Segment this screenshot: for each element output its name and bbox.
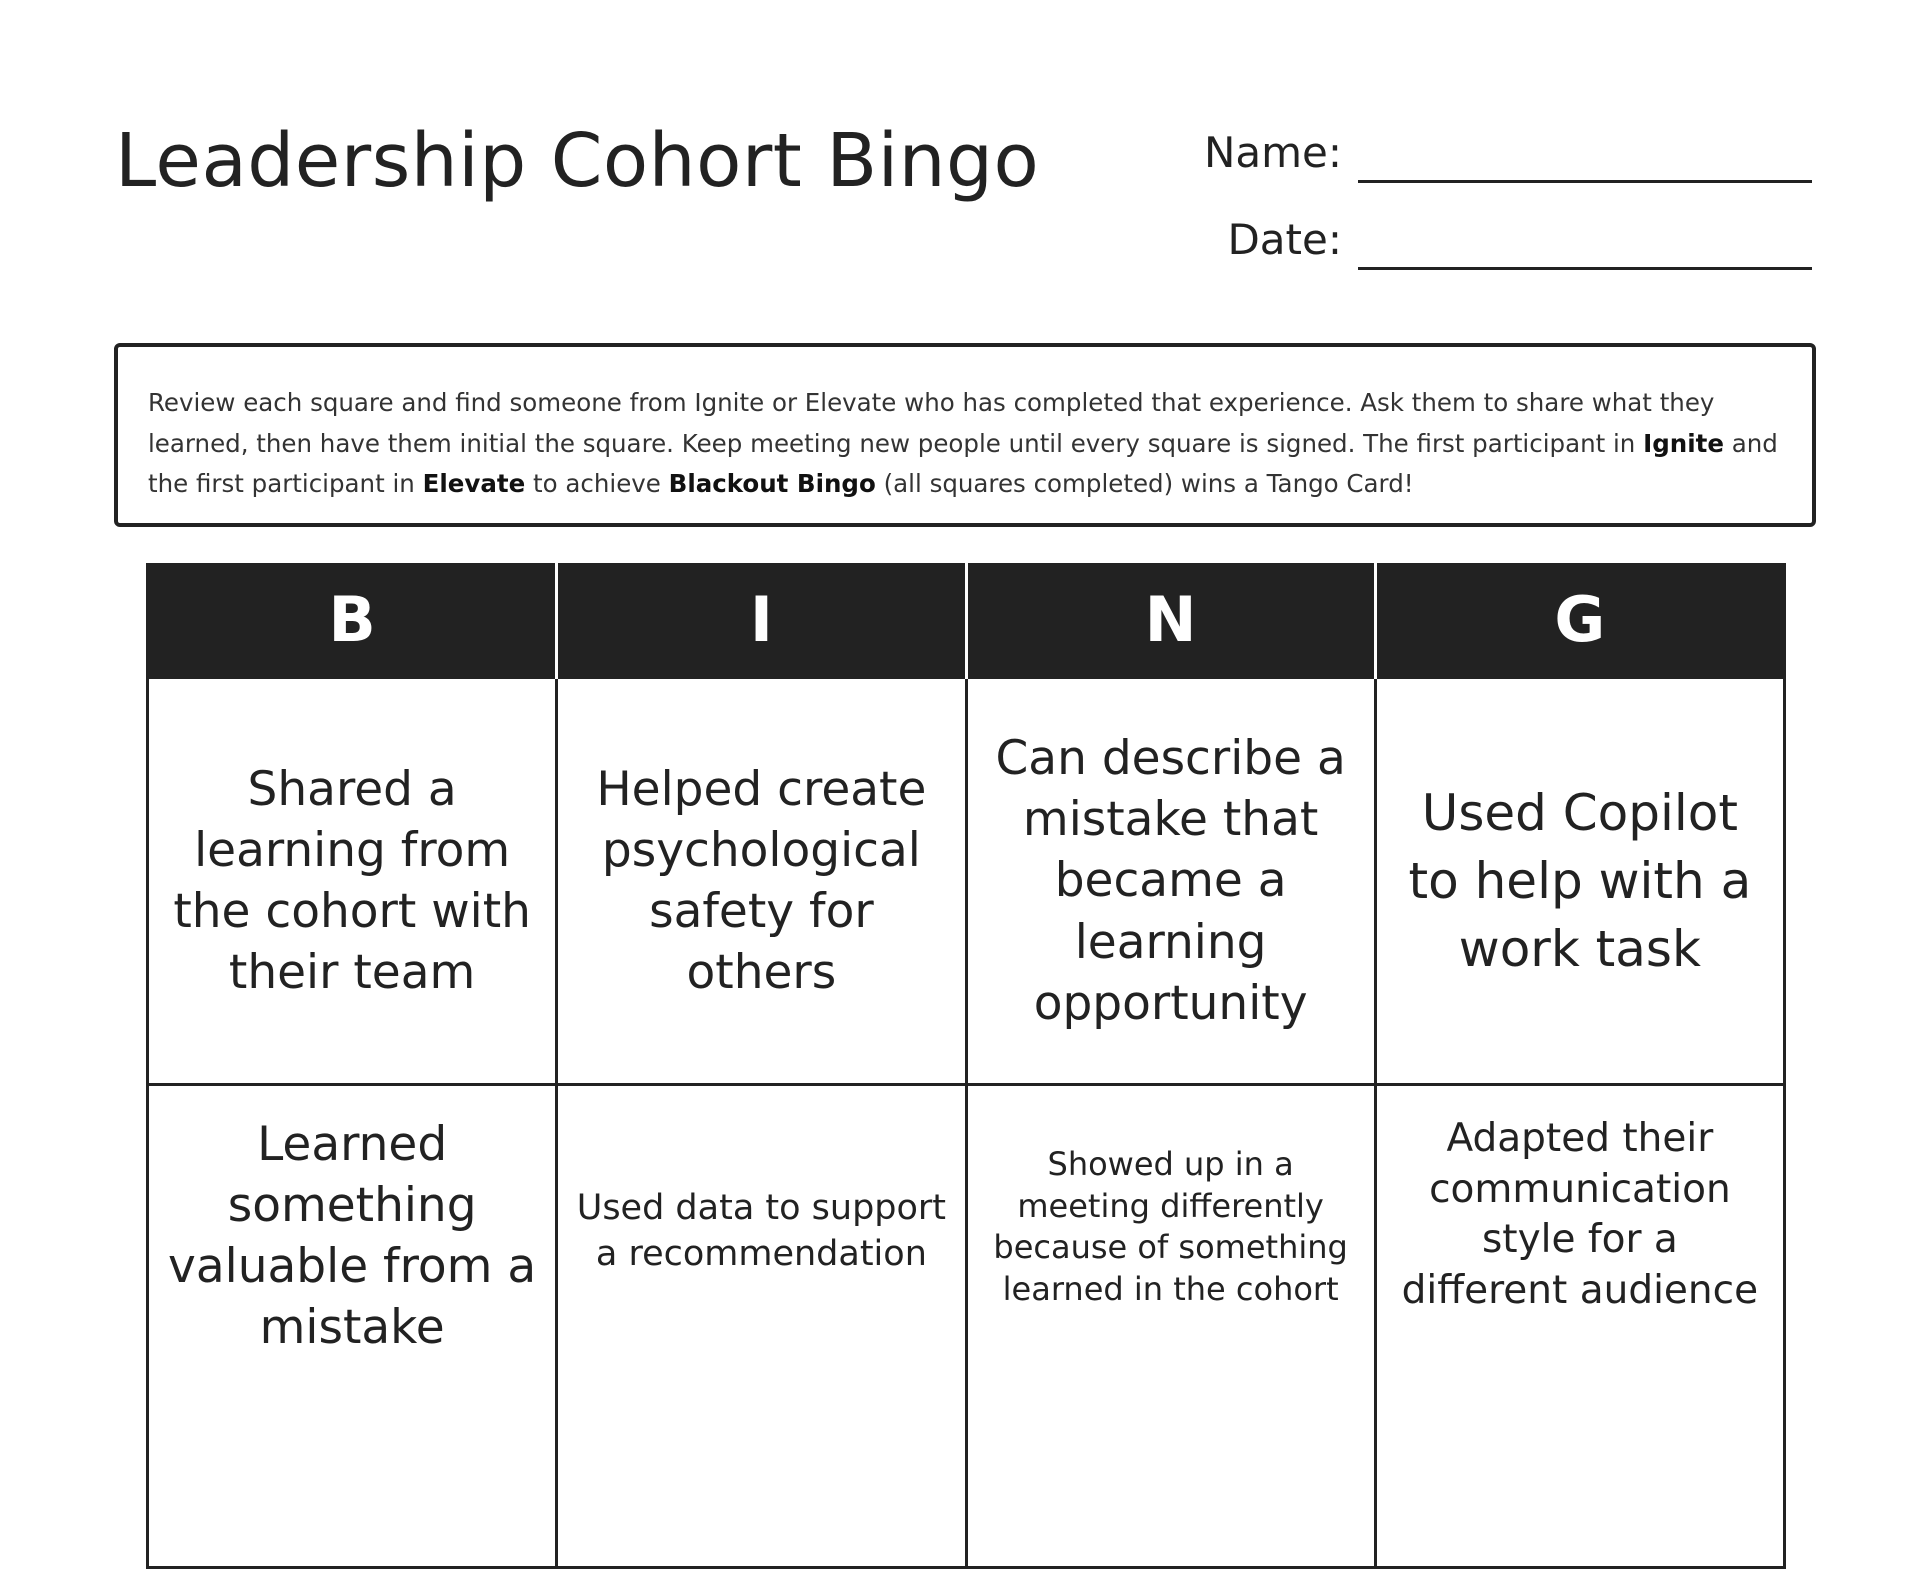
bingo-square[interactable]: Adapted their communication style for a different audience xyxy=(1375,1085,1784,1568)
date-label: Date: xyxy=(1227,215,1342,264)
instructions-text-2: and the first participant in xyxy=(148,428,1778,498)
page-title: Leadership Cohort Bingo xyxy=(115,118,1040,204)
bingo-square[interactable]: Learned something valuable from a mistake xyxy=(148,1085,557,1568)
date-blank-line[interactable] xyxy=(1358,267,1812,270)
bingo-header-i: I xyxy=(557,563,966,678)
bingo-square[interactable]: Helped create psychological safety for others xyxy=(557,678,966,1085)
bingo-header-n: N xyxy=(966,563,1375,678)
bingo-header-row xyxy=(148,563,1785,678)
instructions-blackout-bingo: Blackout Bingo xyxy=(668,469,876,498)
bingo-square[interactable]: Shared a learning from the cohort with their team xyxy=(148,678,557,1085)
name-field xyxy=(1118,128,1812,177)
bingo-row xyxy=(148,1085,1785,1568)
bingo-square[interactable]: Can describe a mistake that became a learning opportunity xyxy=(966,678,1375,1085)
bingo-row xyxy=(148,678,1785,1085)
date-field xyxy=(1118,215,1812,264)
instructions-text-1: Review each square and find someone from Ignite or Elevate who has completed that experience. Ask them to share what they learned, then have them initial the square. Keep meeting new people until every square is signed. The first participant in xyxy=(148,388,1715,458)
instructions-text-4: (all squares completed) wins a Tango Card! xyxy=(875,469,1414,498)
bingo-header-b: B xyxy=(148,563,557,678)
instructions-box xyxy=(114,343,1816,527)
instructions-elevate: Elevate xyxy=(422,469,526,498)
name-blank-line[interactable] xyxy=(1358,180,1812,183)
bingo-square[interactable]: Used Copilot to help with a work task xyxy=(1375,678,1784,1085)
bingo-square[interactable]: Used data to support a recommendation xyxy=(557,1085,966,1568)
bingo-board xyxy=(146,563,1786,1569)
instructions-ignite: Ignite xyxy=(1643,428,1724,458)
name-label: Name: xyxy=(1203,128,1342,177)
bingo-header-g: G xyxy=(1375,563,1784,678)
bingo-square[interactable]: Showed up in a meeting differently because of something learned in the cohort xyxy=(966,1085,1375,1568)
instructions-text-3: to achieve xyxy=(525,469,669,498)
